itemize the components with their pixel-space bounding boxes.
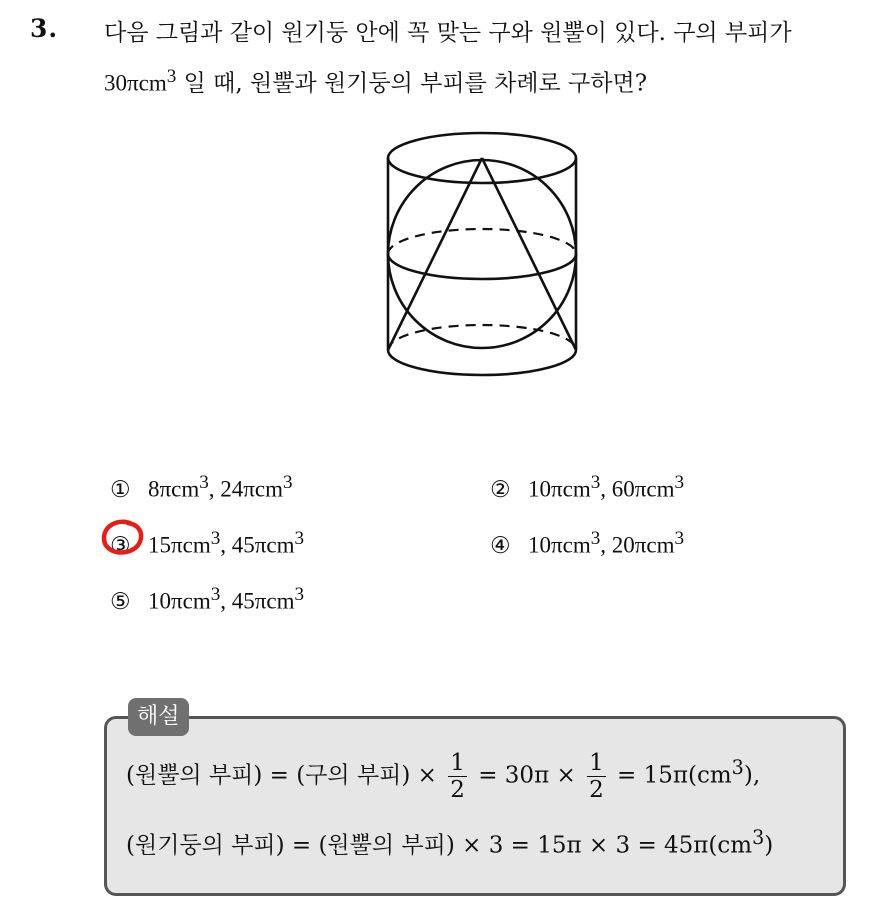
- choice-2-marker: ②: [490, 476, 511, 502]
- choice-2[interactable]: [490, 472, 684, 503]
- choice-5-exp-a: 3: [210, 584, 221, 605]
- solution-line-1-part-1: (원뿔의 부피) = (구의 부피) ×: [126, 762, 445, 789]
- solution-line-1-part-4: ),: [743, 762, 761, 789]
- choice-4-value-a: 10πcm: [528, 532, 591, 558]
- choice-1-exp-a: 3: [199, 472, 209, 493]
- choice-5-value-a: 10πcm: [148, 588, 211, 614]
- choice-2-value-a: 10πcm: [528, 476, 591, 502]
- sphere-outline: [388, 160, 576, 348]
- choice-1-marker: ①: [110, 476, 131, 502]
- choice-5-value-b: , 45πcm: [220, 588, 295, 614]
- choice-4-value-b: , 20πcm: [600, 532, 675, 558]
- choice-2-value-b: , 60πcm: [600, 476, 675, 502]
- choice-4-marker: ④: [490, 532, 511, 558]
- question-number: 3.: [30, 14, 59, 43]
- cylinder-bottom-back-arc: [388, 325, 576, 350]
- choice-3-value-b: , 45πcm: [220, 532, 295, 558]
- sphere-volume-exponent: 3: [166, 66, 177, 87]
- choice-5-exp-b: 3: [294, 584, 305, 605]
- solution-line-2-exponent: 3: [752, 826, 765, 849]
- choice-3-marker: ③: [110, 532, 131, 558]
- solution-line-1-part-2: = 30π ×: [470, 762, 584, 789]
- fraction-one-half-1: [448, 750, 467, 803]
- solution-line-1: [126, 750, 760, 803]
- choice-1[interactable]: [110, 472, 293, 503]
- question-line-2: [104, 55, 874, 106]
- choice-3-exp-a: 3: [210, 528, 221, 549]
- solution-line-1-part-3: = 15π(cm: [609, 762, 732, 789]
- cone-right-edge: [482, 158, 576, 350]
- sphere-volume: 30πcm: [104, 70, 167, 96]
- solution-box: [104, 716, 846, 896]
- solution-line-2-part-1: (원기둥의 부피) = (원뿔의 부피) × 3 = 15π × 3 = 45π(cm: [126, 832, 753, 859]
- choice-4[interactable]: [490, 528, 684, 559]
- sphere-equator-back-arc: [388, 229, 576, 254]
- solution-line-2-part-2: ): [764, 832, 774, 859]
- choice-2-exp-b: 3: [674, 472, 685, 493]
- answer-circle-mark: [100, 517, 146, 557]
- question-text: [104, 12, 874, 106]
- choice-3-exp-b: 3: [294, 528, 305, 549]
- question-line-1: 다음 그림과 같이 원기둥 안에 꼭 맞는 구와 원뿔이 있다. 구의 부피가: [104, 20, 792, 46]
- solution-line-1-exponent: 3: [731, 755, 744, 779]
- question-line-2-rest: 일 때, 원뿔과 원기둥의 부피를 차례로 구하면?: [176, 70, 648, 97]
- choice-4-exp-b: 3: [674, 528, 685, 549]
- choice-1-value-b: , 24πcm: [208, 476, 284, 502]
- choice-3-value-a: 15πcm: [148, 532, 211, 558]
- solution-line-2: [126, 826, 773, 860]
- fraction-2-numerator: 1: [589, 750, 604, 776]
- fraction-1-numerator: 1: [450, 750, 465, 776]
- solution-label: 해설: [128, 698, 189, 736]
- fraction-2-denominator: 2: [589, 777, 604, 803]
- cylinder-sphere-cone-figure: [380, 124, 584, 386]
- choice-4-exp-a: 3: [590, 528, 601, 549]
- choice-5[interactable]: [110, 584, 304, 615]
- choice-1-value-a: 8πcm: [148, 476, 200, 502]
- choice-5-marker: ⑤: [110, 588, 131, 614]
- fraction-1-denominator: 2: [450, 777, 465, 803]
- choice-2-exp-a: 3: [590, 472, 601, 493]
- fraction-one-half-2: [587, 750, 606, 803]
- choice-1-exp-b: 3: [283, 472, 293, 493]
- cylinder-bottom-front-arc: [388, 350, 576, 375]
- sphere-equator-front-arc: [388, 254, 576, 279]
- cone-left-edge: [388, 158, 482, 350]
